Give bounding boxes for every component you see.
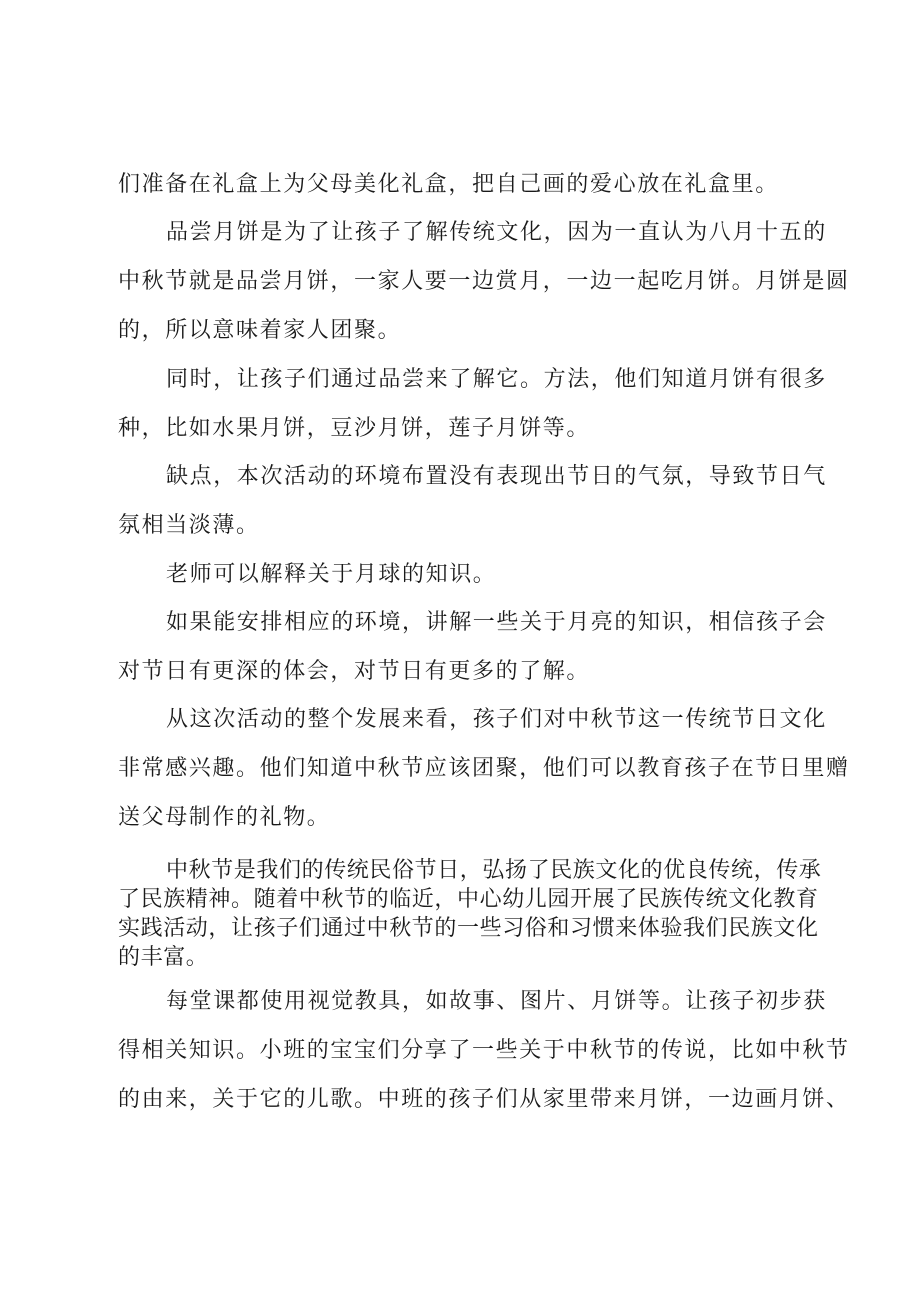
text-line: 种，比如水果月饼，豆沙月饼，莲子月饼等。: [118, 416, 591, 441]
text-line: 中秋节是我们的传统民俗节日，弘扬了民族文化的优良传统，传承: [166, 858, 822, 883]
text-line: 了民族精神。随着中秋节的临近，中心幼儿园开展了民族传统文化教育: [118, 887, 819, 912]
text-line: 们准备在礼盒上为父母美化礼盒，把自己画的爱心放在礼盒里。: [118, 172, 779, 197]
text-line: 实践活动，让孩子们通过中秋节的一些习俗和习惯来体验我们民族文化: [118, 916, 819, 941]
text-line: 同时，让孩子们通过品尝来了解它。方法，他们知道月饼有很多: [166, 367, 827, 392]
text-line: 对节日有更深的体会，对节日有更多的了解。: [118, 659, 591, 684]
text-line: 品尝月饼是为了让孩子了解传统文化，因为一直认为八月十五的: [166, 220, 827, 245]
text-line: 氛相当淡薄。: [118, 513, 260, 538]
text-line: 非常感兴趣。他们知道中秋节应该团聚，他们可以教育孩子在节日里赠: [118, 756, 850, 781]
text-line: 每堂课都使用视觉教具，如故事、图片、月饼等。让孩子初步获: [166, 989, 827, 1014]
text-line: 的丰富。: [118, 945, 209, 970]
text-line: 从这次活动的整个发展来看，孩子们对中秋节这一传统节日文化: [166, 707, 827, 732]
text-line: 中秋节就是品尝月饼，一家人要一边赏月，一边一起吃月饼。月饼是圆: [118, 269, 850, 294]
text-line: 如果能安排相应的环境，讲解一些关于月亮的知识，相信孩子会: [166, 610, 827, 635]
text-line: 的，所以意味着家人团聚。: [118, 318, 402, 343]
text-line: 缺点，本次活动的环境布置没有表现出节日的气氛，导致节日气: [166, 464, 827, 489]
text-line: 得相关知识。小班的宝宝们分享了一些关于中秋节的传说，比如中秋节: [118, 1038, 850, 1063]
text-line: 老师可以解释关于月球的知识。: [166, 562, 497, 587]
text-line: 送父母制作的礼物。: [118, 805, 331, 830]
text-line: 的由来，关于它的儿歌。中班的孩子们从家里带来月饼，一边画月饼、: [118, 1087, 850, 1112]
